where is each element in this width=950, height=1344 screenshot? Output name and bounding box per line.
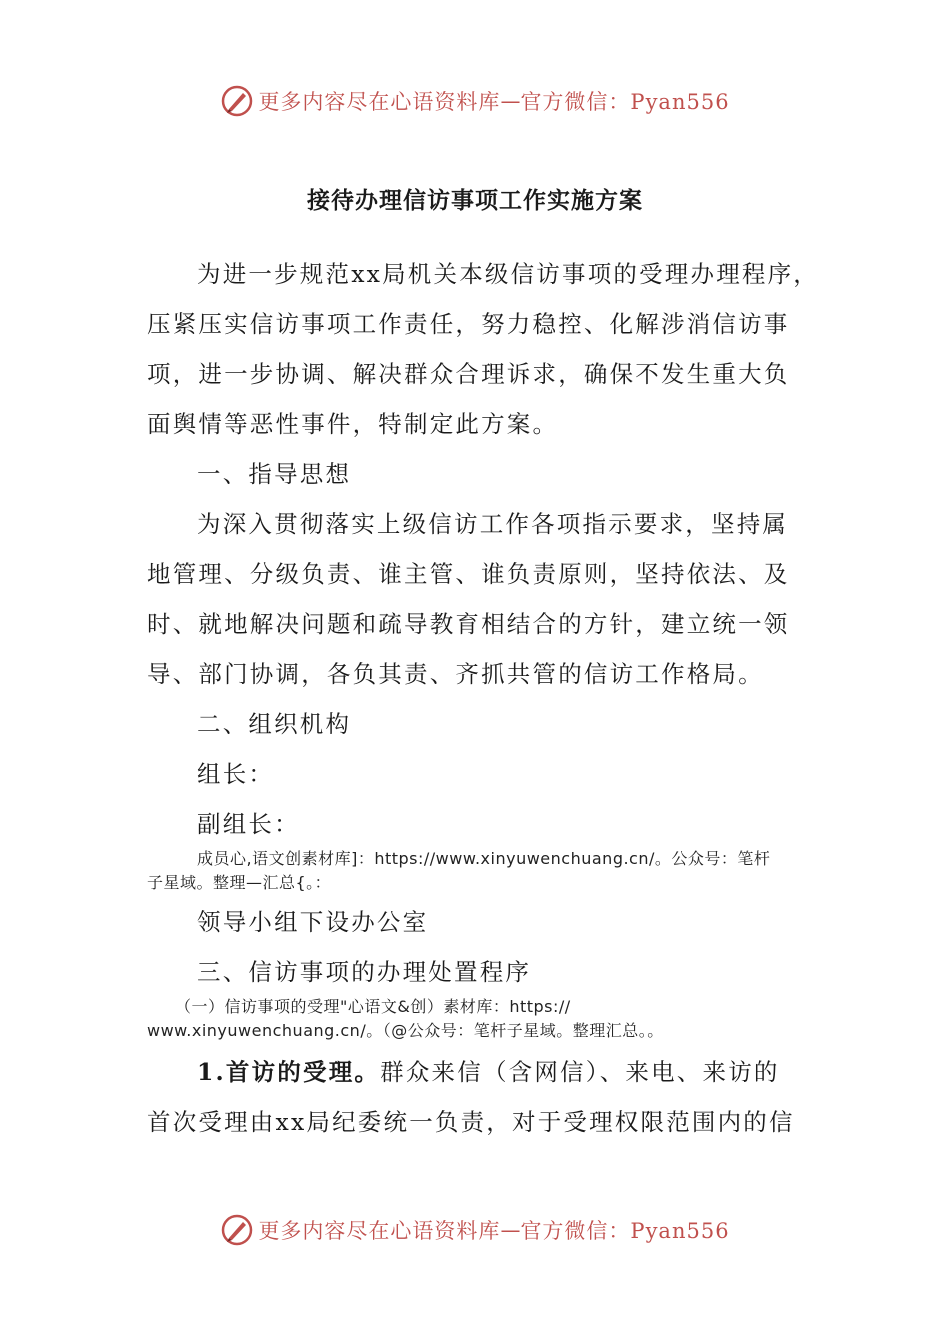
members-note: 子星域。整理—汇总{。： (147, 873, 332, 892)
paragraph-line: 地管理、分级负责、谁主管、谁负责原则，坚持依法、及 (147, 560, 790, 588)
paragraph-line: 首次受理由xx局纪委统一负责，对于受理权限范围内的信 (147, 1108, 795, 1136)
item-first-visit (197, 1053, 780, 1087)
group-leader-label: 组长： (197, 760, 275, 788)
subsection-note: （一）信访事项的受理"心语文&创）素材库：https:// (175, 997, 571, 1016)
footer-banner (0, 1213, 950, 1247)
office-line: 领导小组下设办公室 (197, 908, 429, 936)
deputy-leader-label: 副组长： (197, 810, 300, 838)
section-heading: 二、组织机构 (197, 710, 352, 738)
banner-contact: 官方微信：Pyan556 (520, 90, 730, 114)
banner-contact: 官方微信：Pyan556 (520, 1219, 730, 1243)
subsection-note: www.xinyuwenchuang.cn/。（@公众号：笔杆子星域。整理汇总。。 (147, 1021, 664, 1040)
pen-logo-icon (220, 1213, 254, 1247)
section-heading: 一、指导思想 (197, 460, 352, 488)
banner-separator: — (500, 1218, 521, 1242)
members-note: 成员心,语文创素材库]：https://www.xinyuwenchuang.cn/。公众号：笔杆 (197, 849, 771, 868)
paragraph-line: 压紧压实信访事项工作责任，努力稳控、化解涉消信访事 (147, 310, 790, 338)
banner-separator: — (500, 89, 521, 113)
paragraph-line: 为进一步规范xx局机关本级信访事项的受理办理程序， (197, 260, 820, 288)
paragraph-line: 项，进一步协调、解决群众合理诉求，确保不发生重大负 (147, 360, 790, 388)
header-banner (0, 84, 950, 118)
document-title: 接待办理信访事项工作实施方案 (307, 187, 643, 214)
item-label: 1.首访的受理。 (197, 1058, 381, 1086)
banner-text: 更多内容尽在心语资料库 (258, 1219, 501, 1243)
paragraph-line: 导、部门协调，各负其责、齐抓共管的信访工作格局。 (147, 660, 764, 688)
section-heading: 三、信访事项的办理处置程序 (197, 958, 532, 986)
banner-text: 更多内容尽在心语资料库 (258, 90, 501, 114)
paragraph-line: 面舆情等恶性事件，特制定此方案。 (147, 410, 559, 438)
pen-logo-icon (220, 84, 254, 118)
paragraph-line: 为深入贯彻落实上级信访工作各项指示要求，坚持属 (197, 510, 789, 538)
item-text: 群众来信（含网信）、来电、来访的 (380, 1058, 780, 1086)
paragraph-line: 时、就地解决问题和疏导教育相结合的方针，建立统一领 (147, 610, 790, 638)
